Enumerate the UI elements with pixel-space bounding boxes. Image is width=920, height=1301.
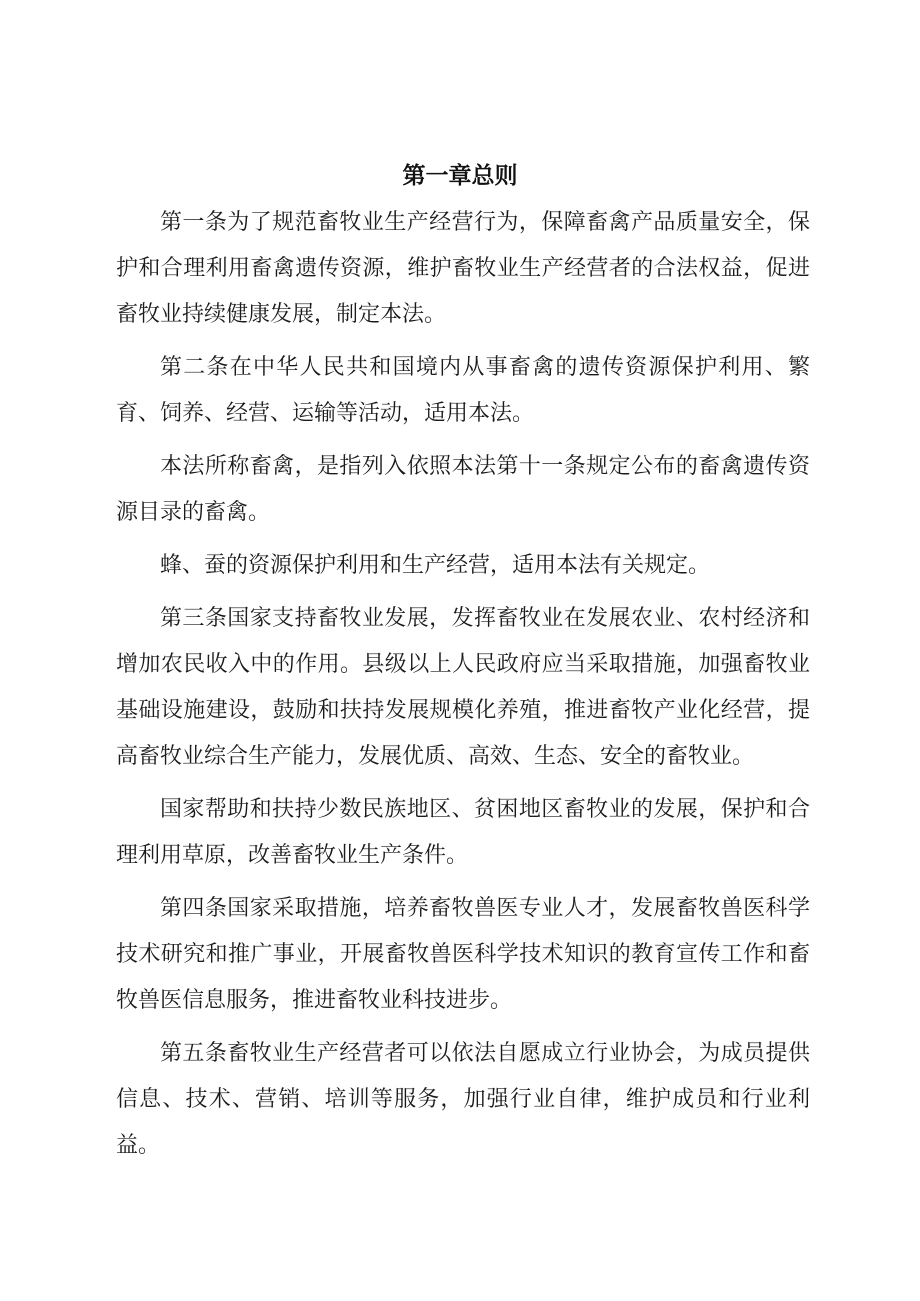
paragraph-article-1: 第一条为了规范畜牧业生产经营行为，保障畜禽产品质量安全，保护和合理利用畜禽遗传资源，维护畜牧业生产经营者的合法权益，促进畜牧业持续健康发展，制定本法。 xyxy=(116,210,810,327)
paragraph-article-5: 第五条畜牧业生产经营者可以依法自愿成立行业协会，为成员提供信息、技术、营销、培训等服务，加强行业自律，维护成员和行业利益。 xyxy=(116,1041,810,1158)
chapter-title: 第一章总则 xyxy=(402,163,518,189)
paragraph-bees-silkworms: 蜂、蚕的资源保护利用和生产经营，适用本法有关规定。 xyxy=(160,553,711,578)
paragraph-livestock-definition: 本法所称畜禽，是指列入依照本法第十一条规定公布的畜禽遗传资源目录的畜禽。 xyxy=(116,454,810,525)
paragraph-article-4: 第四条国家采取措施，培养畜牧兽医专业人才，发展畜牧兽医科学技术研究和推广事业，开展畜牧兽医科学技术知识的教育宣传工作和畜牧兽医信息服务，推进畜牧业科技进步。 xyxy=(116,896,810,1013)
article-body xyxy=(116,200,810,1169)
paragraph-article-3: 第三条国家支持畜牧业发展，发挥畜牧业在发展农业、农村经济和增加农民收入中的作用。县级以上人民政府应当采取措施，加强畜牧业基础设施建设，鼓励和扶持发展规模化养殖，推进畜牧产业化经营，提高畜牧业综合生产能力，发展优质、高效、生态、安全的畜牧业。 xyxy=(116,606,810,769)
paragraph-minority-regions: 国家帮助和扶持少数民族地区、贫困地区畜牧业的发展，保护和合理利用草原，改善畜牧业生产条件。 xyxy=(116,797,810,868)
paragraph-article-2: 第二条在中华人民共和国境内从事畜禽的遗传资源保护利用、繁育、饲养、经营、运输等活动，适用本法。 xyxy=(116,355,810,426)
